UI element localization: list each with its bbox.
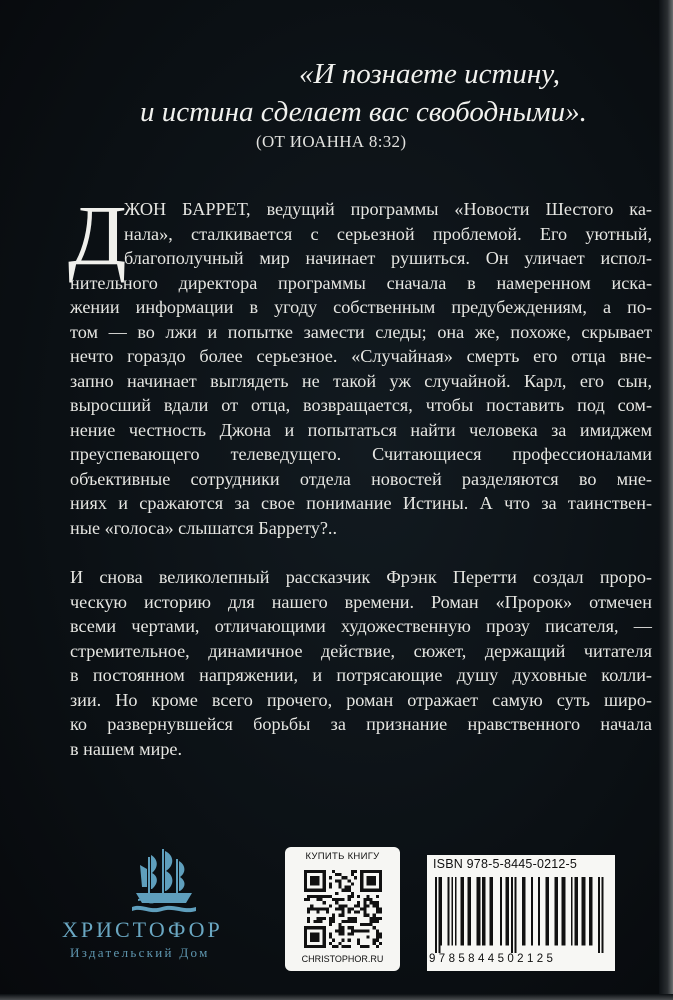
cover-edge (659, 0, 673, 1000)
qr-url[interactable]: CHRISTOPHOR.RU (301, 954, 384, 964)
barcode-icon (435, 877, 607, 953)
text-line: стремительное, динамичное действие, сюжет, держащий читателя (70, 640, 652, 661)
isbn-barcode-block (427, 855, 615, 971)
text-line: зии. Но кроме всего прочего, роман отражает самую суть широ- (70, 689, 652, 710)
drop-cap: Д (68, 187, 127, 283)
text-line: том — во лжи и попытке замести следы; она же, похоже, скрывает (70, 321, 652, 342)
text-line: нительного директора программы сначала в намеренном иска- (70, 272, 652, 293)
text-line: И снова великолепный рассказчик Фрэнк Перетти создал проро- (70, 567, 652, 587)
quote-line-2: и истина сделает вас свободными». (140, 96, 587, 128)
text-line: ниях и сражаются за свое понимание Истины. А что за таинствен- (70, 493, 652, 513)
text-line: нение честность Джона и попытаться найти человека за имиджем (70, 419, 652, 440)
description-paragraph-2 (70, 565, 652, 761)
text-line: жении информации в угоду собственным предубеждениям, а по- (70, 297, 652, 317)
isbn-digits: 9785844502125 (429, 953, 557, 965)
text-line: всеми чертами, отличающими художественную прозу писателя, — (70, 616, 652, 636)
cover-edge-bottom (0, 994, 673, 1000)
text-line: преуспевающего телеведущего. Считающиеся профессионалами (70, 444, 652, 464)
text-line: нала», сталкивается с серьезной проблемой. Его уютный, (124, 223, 652, 244)
description-paragraph-1 (70, 197, 652, 540)
text-line: в нашем мире. (70, 738, 183, 759)
text-line: ко развернувшейся борьбы за признание нравственного начала (70, 714, 652, 734)
quote-reference: (ОТ ИОАННА 8:32) (256, 132, 407, 151)
text-line: нечто гораздо более серьезное. «Случайная» смерть его отца вне- (70, 346, 652, 366)
text-line: выросший вдали от отца, возвращается, чтобы поставить под сом- (70, 395, 652, 415)
text-line: ЖОН БАРРЕТ, ведущий программы «Новости Шестого ка- (124, 199, 652, 219)
text-line: благополучный мир начинает рушиться. Он уличает испол- (124, 248, 652, 268)
text-line: объективные сотрудники отдела новостей разделяются во мне- (70, 468, 652, 489)
epigraph-quote (140, 55, 587, 131)
qr-code-block[interactable] (285, 847, 400, 971)
text-line: ные «голоса» слышатся Баррету?.. (70, 517, 338, 538)
qr-code-icon[interactable] (304, 867, 382, 951)
publisher-subtitle: Издательский Дом (70, 945, 210, 960)
text-line: ческую историю для нашего времени. Роман «Пророк» отмечен (70, 591, 652, 612)
quote-line-1: «И познаете истину, (299, 58, 560, 90)
ship-icon (128, 843, 200, 915)
text-line: в постоянном напряжении, и потрясающие душу духовные колли- (70, 665, 652, 685)
isbn-label: ISBN 978-5-8445-0212-5 (433, 857, 578, 871)
qr-header: КУПИТЬ КНИГУ (305, 851, 380, 862)
publisher-name: ХРИСТОФОР (62, 917, 223, 942)
text-line: запно начинает выглядеть не такой уж случайной. Карл, его сын, (70, 370, 652, 391)
